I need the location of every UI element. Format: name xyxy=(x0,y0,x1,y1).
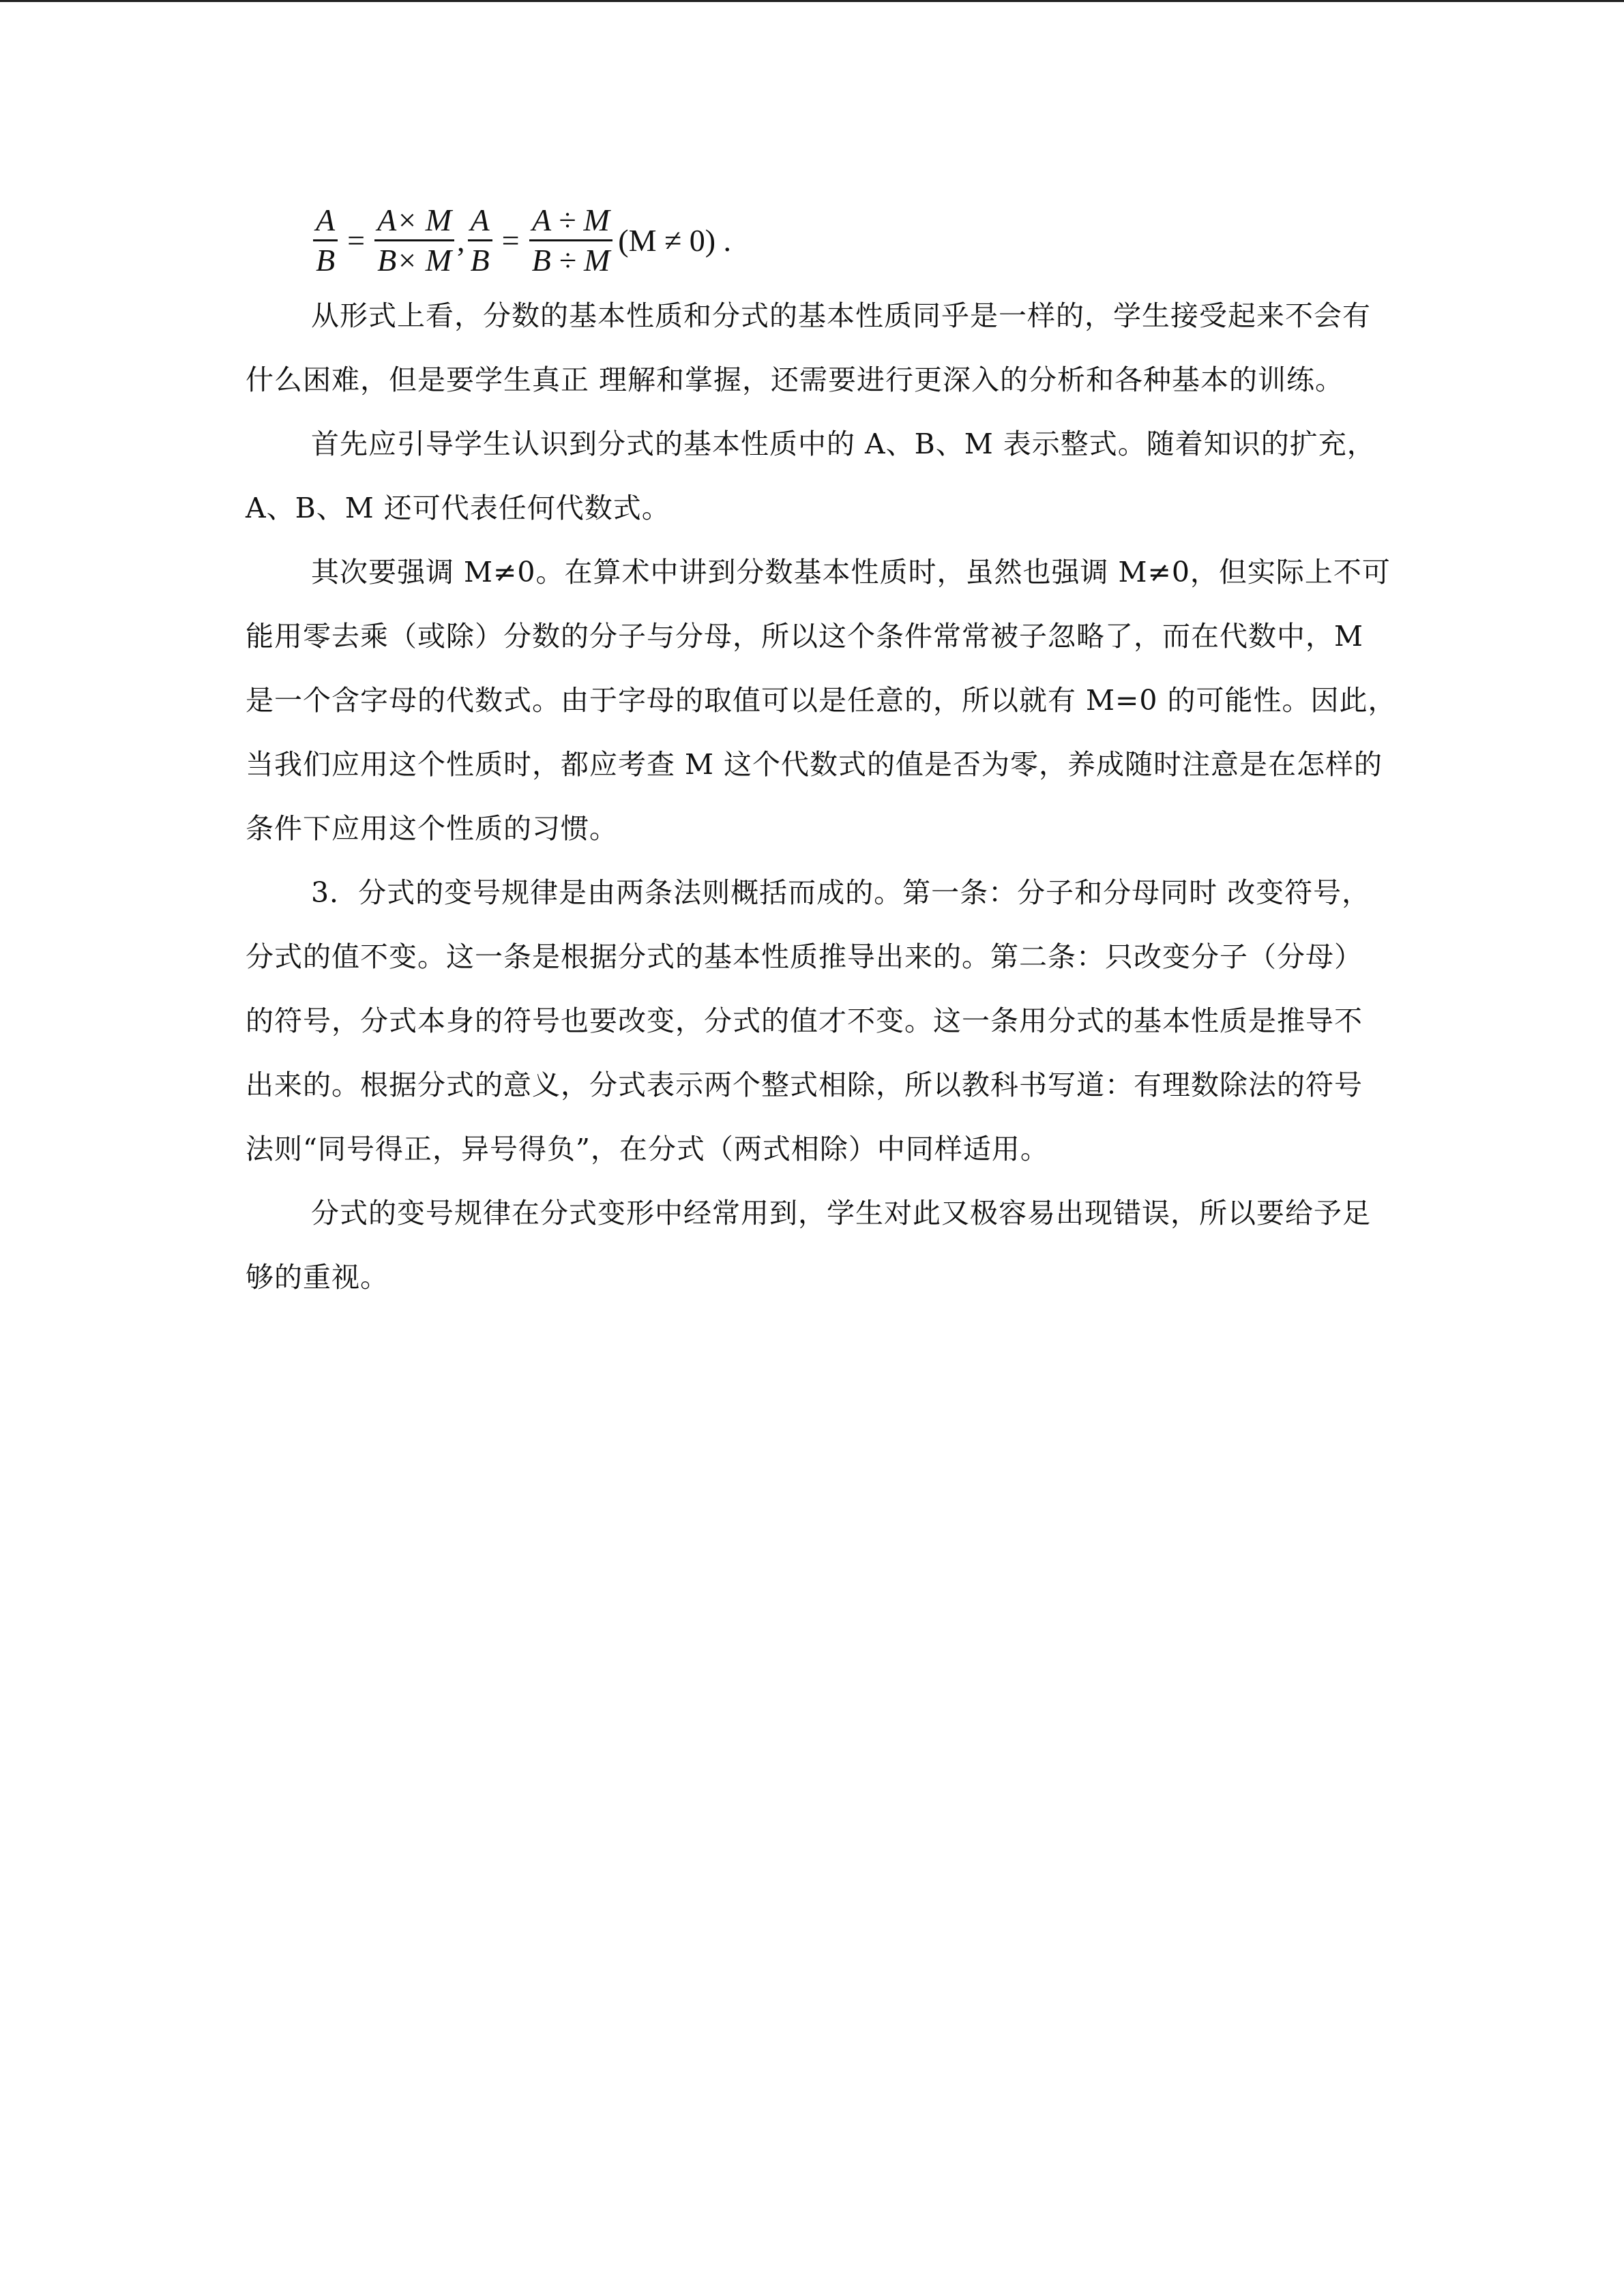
denominator: B× M xyxy=(377,242,452,278)
paragraph-m-not-zero xyxy=(246,540,1397,861)
denominator: B xyxy=(316,242,336,278)
fraction-a-over-b xyxy=(313,201,338,280)
text-line: 的符号，分式本身的符号也要改变，分式的值才不变。这一条用分式的基本性质是推导不 xyxy=(246,1004,1363,1037)
condition-m-not-zero: (M ≠ 0) . xyxy=(618,222,732,258)
fraction-property-formula xyxy=(310,199,731,281)
text-line: 3．分式的变号规律是由两条法则概括而成的。第一条：分子和分母同时 改变符号， xyxy=(311,876,1371,909)
text-line: 分式的变号规律在分式变形中经常用到，学生对此又极容易出现错误，所以要给予足 xyxy=(311,1197,1371,1229)
fraction-a-over-b-2 xyxy=(468,201,492,280)
text-line: 出来的。根据分式的意义，分式表示两个整式相除，所以教科书写道：有理数除法的符号 xyxy=(246,1069,1363,1101)
comma: , xyxy=(457,222,465,258)
text-line: 能用零去乘（或除）分数的分子与分母，所以这个条件常常被子忽略了，而在代数中，M xyxy=(246,620,1363,653)
text-line: 条件下应用这个性质的习惯。 xyxy=(246,812,618,845)
page-top-border xyxy=(0,0,1624,2)
fraction-divided xyxy=(529,201,613,280)
text-line: 什么困难，但是要学生真正 理解和掌握，还需要进行更深入的分析和各种基本的训练。 xyxy=(246,363,1344,396)
denominator: B ÷ M xyxy=(531,242,610,278)
equals-sign: = xyxy=(501,222,520,258)
numerator: A ÷ M xyxy=(532,202,610,237)
text-line: 首先应引导学生认识到分式的基本性质中的 A、B、M 表示整式。随着知识的扩充， xyxy=(311,428,1376,460)
fraction-multiplied xyxy=(374,201,454,280)
paragraph-sign-change-rules xyxy=(246,861,1371,1181)
paragraph-form-comparison xyxy=(246,284,1371,412)
paragraph-integral-expressions xyxy=(246,412,1376,540)
numerator: A xyxy=(470,202,490,237)
paragraph-sign-rule-importance xyxy=(246,1181,1371,1309)
text-line: 分式的值不变。这一条是根据分式的基本性质推导出来的。第二条：只改变分子（分母） xyxy=(246,940,1363,973)
equals-sign: = xyxy=(347,222,366,258)
numerator: A xyxy=(316,202,336,237)
text-line: 从形式上看，分数的基本性质和分式的基本性质同乎是一样的，学生接受起来不会有 xyxy=(311,299,1371,332)
text-line: 法则“同号得正，异号得负”，在分式（两式相除）中同样适用。 xyxy=(246,1133,1049,1165)
numerator: A× M xyxy=(377,202,452,237)
text-line: 够的重视。 xyxy=(246,1261,389,1294)
text-line: A、B、M 还可代表任何代数式。 xyxy=(246,492,670,524)
denominator: B xyxy=(470,242,490,278)
text-line: 其次要强调 M≠0。在算术中讲到分数基本性质时，虽然也强调 M≠0，但实际上不可 xyxy=(311,556,1391,588)
text-line: 当我们应用这个性质时，都应考查 M 这个代数式的值是否为零，养成随时注意是在怎样的 xyxy=(246,748,1383,781)
text-line: 是一个含字母的代数式。由于字母的取值可以是任意的，所以就有 M=0 的可能性。因此， xyxy=(246,684,1397,717)
